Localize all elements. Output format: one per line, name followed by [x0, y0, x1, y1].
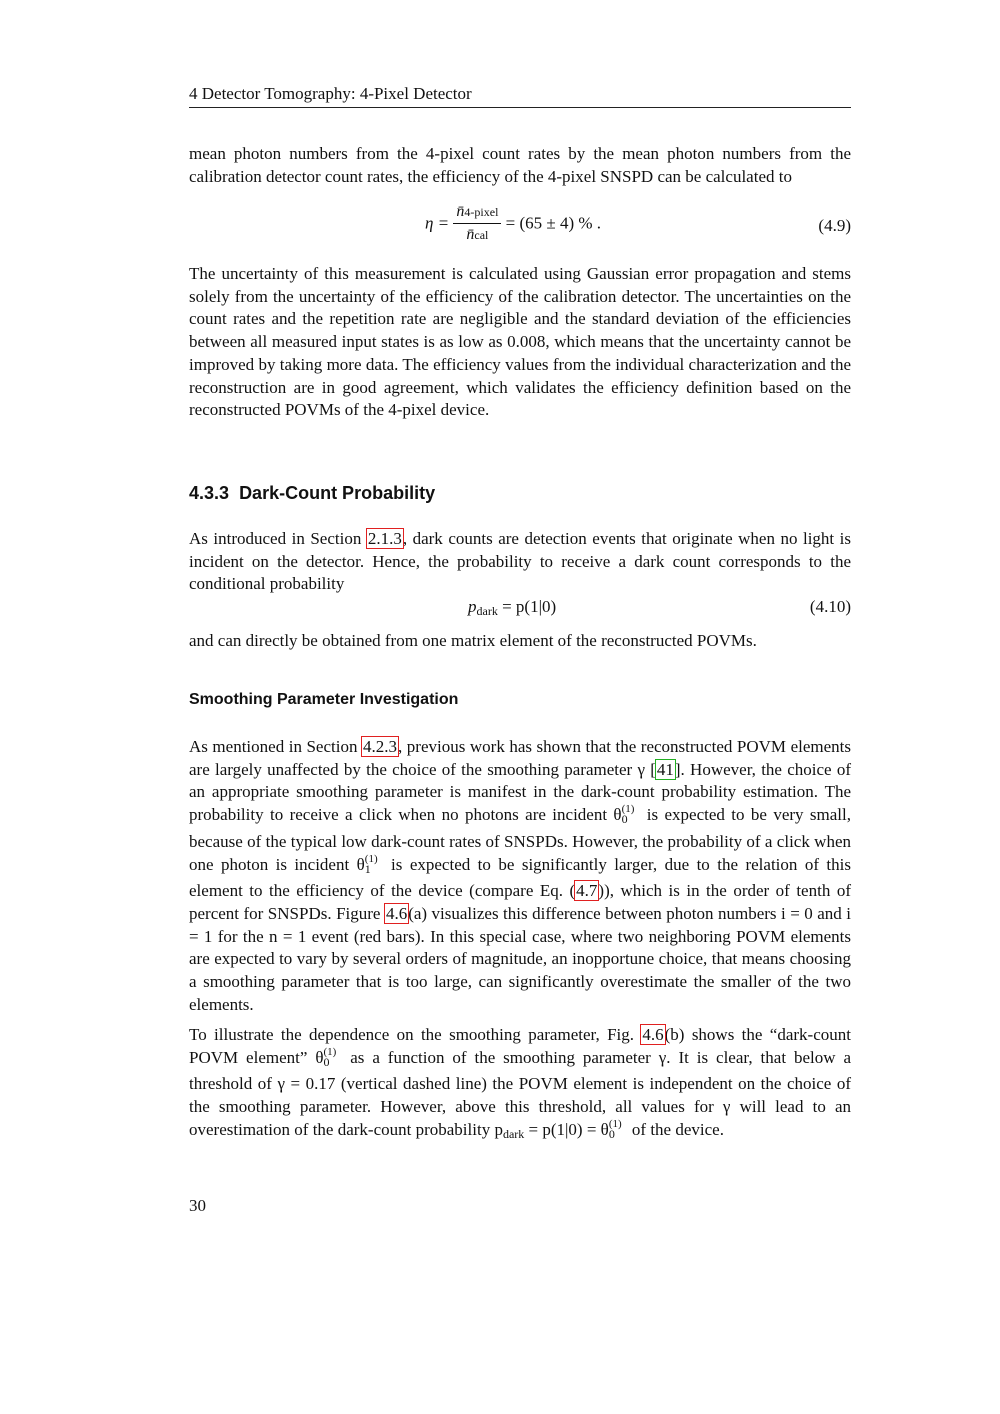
running-head: 4 Detector Tomography: 4-Pixel Detector	[189, 84, 851, 108]
ref-section-2-1-3[interactable]: 2.1.3	[367, 529, 402, 548]
uncertainty-paragraph: The uncertainty of this measurement is calculated using Gaussian error propagation and stems solely from the uncertainty of the efficiency of the calibration detector. The uncertainties on the count rates and the repetition rate are negligible and the standard deviation of the efficiencies between all measured input states is as low as 0.008, which means that the uncertainty cannot be improved by taking more data. The efficiency values from the individual characterization and the reconstruction are in good agreement, which validates the efficiency definition based on the reconstructed POVMs of the 4-pixel device.	[189, 264, 851, 420]
equation-4-10: pdark = p(1|0) (4.10)	[468, 597, 851, 618]
eq49-num-sub: 4-pixel	[464, 205, 499, 219]
ref-figure-4-6-b[interactable]: 4.6	[642, 1025, 664, 1044]
section-number: 4.3.3	[189, 483, 230, 503]
eq49-rhs: = (65 ± 4) % .	[505, 213, 602, 233]
smoothing-paragraph: As mentioned in Section 4.2.3, previous work has shown that the reconstructed POVM elements are largely unaffected by the choice of the smoothing parameter γ [41]. However, the choice of an appropriate smoothing parameter is manifest in the dark-count probability estimation. The probability to receive a click when no photons are incident θ0$^{(1)}$ is expected to be very small, because of the typical low dark-count rates of SNSPDs. However, the probability of a click when one photon is incident θ1$^{(1)}$ is expected to be significantly larger, due to the relation of this element to the efficiency of the device (compare Eq. (4.7)), which is in the order of tenth of percent for SNSPDs. Figure 4.6(a) visualizes this difference between photon numbers i = 0 and i = 1 for the n = 1 event (red bars). In this special case, where two neighboring POVM elements are expected to vary by several orders of magnitude, an inopportune choice, that means choosing a smoothing parameter that is too large, can significantly overestimate the smaller of the two elements.	[189, 737, 852, 1014]
intro-paragraph: mean photon numbers from the 4-pixel count rates by the mean photon numbers from the calibration detector count rates, the efficiency of the 4-pixel SNSPD can be calculated to	[189, 144, 851, 186]
dark-count-paragraph: As introduced in Section 2.1.3, dark counts are detection events that originate when no light is incident on the detector. Hence, the probability to receive a dark count corresponds to the conditional probability	[189, 529, 851, 594]
eq49-lhs: η =	[425, 213, 450, 233]
ref-section-4-2-3[interactable]: 4.2.3	[363, 737, 398, 756]
eq49-number: (4.9)	[818, 216, 851, 235]
section-title: Dark-Count Probability	[239, 483, 436, 503]
eq49-den-sub: cal	[474, 228, 489, 242]
ref-equation-4-7[interactable]: 4.7	[576, 881, 598, 901]
eq410-rhs: = p(1|0)	[502, 597, 557, 616]
illustrate-paragraph: To illustrate the dependence on the smoothing parameter, Fig. 4.6(b) shows the “dark-count POVM element” θ0$^{(1)}$ as a function of the smoothing parameter γ. It is clear, that below a threshold of γ = 0.17 (vertical dashed line) the POVM element is independent on the choice of the smoothing parameter. However, above this threshold, all values for γ will lead to an overestimation of the dark-count probability pdark = $p(1|0) = \theta 0^{(1)}$ of the device.	[189, 1025, 851, 1141]
ref-citation-41[interactable]: 41	[656, 759, 674, 779]
subsection-heading: Smoothing Parameter Investigation	[189, 691, 459, 708]
equation-4-9	[189, 203, 851, 253]
page-number: 30	[189, 1196, 206, 1215]
eq410-number: (4.10)	[809, 597, 851, 616]
eq49-fraction: $\frac{\text{n̄4-pixel}}{\text{n̄cal}}$	[453, 203, 501, 244]
section-heading	[189, 483, 435, 504]
ref-figure-4-6[interactable]: 4.6	[385, 903, 408, 923]
after-eq-4-10: and can directly be obtained from one matrix element of the reconstructed POVMs.	[189, 631, 757, 650]
